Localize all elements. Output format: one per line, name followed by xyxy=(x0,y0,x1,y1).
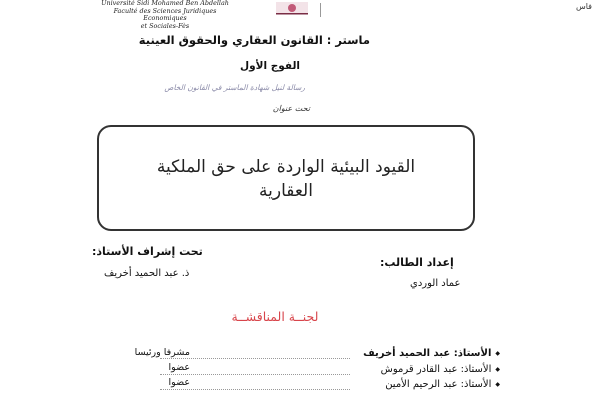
jury-member-role: عضوا xyxy=(168,362,190,373)
jury-title: لجنــة المناقشــة xyxy=(231,309,319,324)
thesis-title-box xyxy=(97,125,475,231)
dotted-leader xyxy=(160,389,350,390)
thesis-title xyxy=(99,155,473,203)
thesis-title-line-2: العقارية xyxy=(259,181,313,201)
header-divider xyxy=(320,3,321,17)
jury-member-1 xyxy=(360,348,500,359)
faculty-line-1: Faculté des Sciences Juridiques Economiques xyxy=(113,6,217,23)
master-program: ماستر : القانون العقاري والحقوق العينية xyxy=(138,33,370,47)
jury-member-role: عضوا xyxy=(168,377,190,388)
thesis-description: رسالة لنيل شهادة الماستر في القانون الخاص xyxy=(164,83,305,92)
jury-member-name: الأستاذ: عبد القادر قرموش xyxy=(380,364,492,375)
supervisor-name: ذ. عبد الحميد أخريف xyxy=(104,268,190,279)
student-name: عماد الوردي xyxy=(410,278,461,289)
thesis-title-line-1: القيود البيئية الواردة على حق الملكية xyxy=(156,157,416,177)
dotted-leader xyxy=(160,358,350,359)
university-line: Université Sidi Mohamed Ben Abdellah xyxy=(101,0,229,7)
faculty-logo xyxy=(272,0,312,16)
bullet-icon: ◆ xyxy=(495,380,500,388)
jury-member-role: مشرفا ورئيسا xyxy=(134,347,190,358)
cohort-label: الفوج الأول xyxy=(240,60,300,72)
jury-member-3 xyxy=(360,379,500,390)
city-label: فاس xyxy=(575,2,592,11)
bullet-icon: ◆ xyxy=(495,365,500,373)
jury-member-name: الأستاذ: عبد الرحيم الأمين xyxy=(385,379,492,390)
jury-member-name: الأستاذ: عبد الحميد أخريف xyxy=(363,348,492,359)
jury-member-2 xyxy=(360,364,500,375)
under-title-label: تحت عنوان xyxy=(272,104,310,113)
university-name-fr xyxy=(95,0,235,30)
prepared-by-label: إعداد الطالب: xyxy=(380,256,454,269)
dotted-leader xyxy=(160,374,350,375)
faculty-line-2: et Sociales-Fès xyxy=(140,21,190,30)
bullet-icon: ◆ xyxy=(495,349,500,357)
supervised-by-label: تحت إشراف الأستاذ: xyxy=(92,245,203,258)
